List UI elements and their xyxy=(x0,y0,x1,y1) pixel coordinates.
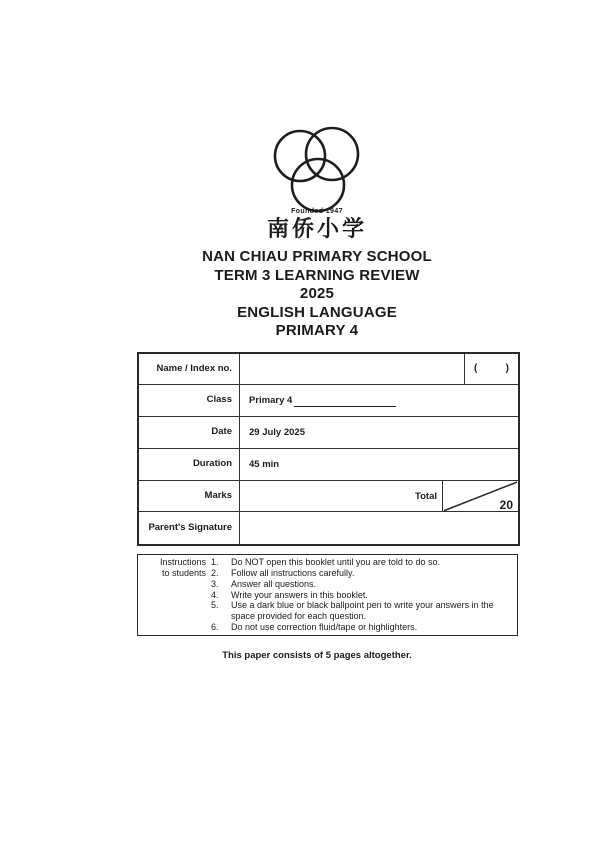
exam-year: 2025 xyxy=(299,285,335,302)
name-index-label: Name / Index no. xyxy=(139,354,240,385)
instructions-list xyxy=(206,557,513,633)
instruction-text: Write your answers in this booklet. xyxy=(231,589,368,600)
bracket-close: ) xyxy=(505,363,509,375)
exam-header xyxy=(202,248,432,341)
instruction-number: 5. xyxy=(211,600,219,611)
candidate-info-table xyxy=(137,352,520,547)
total-score-box xyxy=(442,481,518,512)
instructions-label-line1: Instructions xyxy=(159,557,206,568)
total-label: Total xyxy=(415,490,437,502)
index-bracket-cell xyxy=(464,354,518,385)
class-label: Class xyxy=(139,385,240,416)
date-label: Date xyxy=(139,417,240,448)
instruction-item xyxy=(206,568,513,579)
instruction-text: Do not use correction fluid/tape or highlighters. xyxy=(231,622,418,633)
exam-title: TERM 3 LEARNING REVIEW xyxy=(214,266,420,284)
table-row-class xyxy=(139,385,518,417)
exam-subject: ENGLISH LANGUAGE xyxy=(237,303,397,321)
instructions-box xyxy=(137,554,518,636)
class-field xyxy=(240,385,518,416)
instruction-number: 1. xyxy=(211,557,219,568)
marks-field xyxy=(240,481,518,512)
class-value: Primary 4 xyxy=(249,395,293,407)
duration-value: 45 min xyxy=(249,458,280,470)
total-marks-value: 20 xyxy=(499,498,513,513)
instruction-text: Answer all questions. xyxy=(231,578,317,589)
parent-signature-area xyxy=(240,512,518,544)
instruction-item xyxy=(206,622,513,633)
table-row-name-index xyxy=(139,354,518,386)
school-name: NAN CHIAU PRIMARY SCHOOL xyxy=(202,248,432,265)
page-count-note xyxy=(222,650,412,661)
instruction-text: Do NOT open this booklet until you are told to do so. xyxy=(231,557,440,568)
table-row-duration xyxy=(139,449,518,481)
school-chinese-name: 南侨小学 xyxy=(266,217,367,242)
parent-signature-label: Parent's Signature xyxy=(139,512,240,544)
school-logo-rings-icon xyxy=(272,126,362,214)
instruction-number: 4. xyxy=(211,589,219,600)
page-count-suffix: pages altogether. xyxy=(330,649,412,661)
instruction-item xyxy=(206,590,513,601)
instruction-text: Use a dark blue or black ballpoint pen to write your answers in the space provided for each question. xyxy=(231,600,494,622)
instruction-number: 6. xyxy=(211,622,219,633)
exam-cover-page xyxy=(34,0,600,661)
instruction-item xyxy=(206,557,513,568)
duration-label: Duration xyxy=(139,449,240,480)
instruction-text: Follow all instructions carefully. xyxy=(231,568,355,579)
instruction-number: 3. xyxy=(211,578,219,589)
table-row-marks xyxy=(139,481,518,513)
instruction-item xyxy=(206,600,513,622)
name-index-field xyxy=(240,354,518,385)
table-row-date xyxy=(139,417,518,449)
class-blank-line xyxy=(294,395,396,407)
instructions-label-line2: to students xyxy=(161,568,206,579)
date-value: 29 July 2025 xyxy=(249,426,305,438)
page-count-number: 5 xyxy=(325,649,331,661)
logo-founded-text: Founded 1947 xyxy=(291,208,343,215)
instructions-side-label xyxy=(138,557,206,633)
page-count-prefix: This paper consists of xyxy=(222,649,326,661)
exam-level: PRIMARY 4 xyxy=(275,322,359,339)
instruction-number: 2. xyxy=(211,568,219,579)
marks-label: Marks xyxy=(139,481,240,512)
bracket-open: ( xyxy=(474,363,478,375)
instruction-item xyxy=(206,579,513,590)
table-row-parent-signature xyxy=(139,512,518,544)
